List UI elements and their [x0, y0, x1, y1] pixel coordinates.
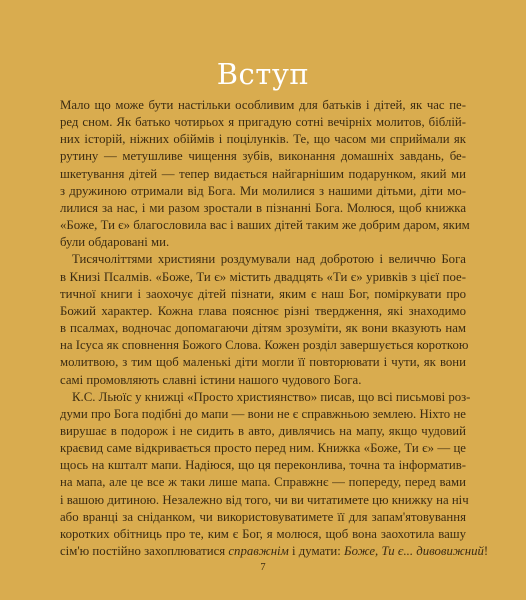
text-line: були обдаровані ми. [60, 235, 170, 250]
paragraph-3 [60, 389, 489, 561]
text-line: ред сном. Як батько чотирьох я пригадую сотні вечірніх молитов, біблій- [60, 115, 466, 130]
text-line: в псалмах, водночас допомагаючи дітям зрозуміти, як вони вказують нам [60, 321, 466, 336]
text-line: шкетування дітей — тепер видається найгарнішим подарунком, який ми [60, 166, 466, 181]
text-line: на Ісуса як сповнення Божого Слова. Кожен розділ завершується короткою [60, 338, 469, 353]
text-line: з дружиною отримали від Бога. Ми молилися з нашими дітьми, діти мо- [60, 183, 466, 198]
text-line: коротких обітниць про те, ким є Бог, я молюся, щоб вона заохотила вашу [60, 526, 466, 541]
text-line: вирушає в подорож і не сидить в авто, дивлячись на мапу, якщо чудовий [60, 423, 466, 438]
text-line: К.С. Льюїс у книжці «Просто християнство» писав, що всі письмові роз- [72, 389, 471, 404]
text-segment: і думати: [288, 544, 345, 559]
text-line: і вашою дитиною. Незалежно від того, чи ви читатимете цю книжку на ніч [60, 492, 469, 507]
text-line: або вранці за сніданком, чи використовуватимете її для запам'ятовування [60, 509, 466, 524]
text-line: краєвид саме відкривається просто перед ним. Книжка «Боже, Ти є» — це [60, 441, 466, 456]
text-line: них історій, ніжних обіймів і поцілунків. Те, що часом ми сприймали як [60, 132, 466, 147]
text-line: Мало що може бути настільки особливим для батьків і дітей, як час пе- [60, 98, 466, 112]
text-line: тичної книги і заохочує дітей пізнати, яким є наш Бог, поміркувати про [60, 286, 466, 301]
paragraph-1 [60, 97, 470, 251]
text-segment: сім'ю постійно захоплюватися [60, 544, 229, 559]
text-line: щось на кшталт мапи. Надіюся, що ця переконлива, точна та інформатив- [60, 458, 466, 473]
text-line: «Боже, Ти є» благословила вас і ваших дітей таким же добрим даром, яким [60, 218, 470, 233]
text-line: рутину — метушливе чищення зубів, виконання домашніх завдань, бе- [60, 149, 466, 164]
italic-text: справжнім [228, 544, 289, 559]
text-line: лилися за нас, і ми разом зростали в пізнанні Бога. Молюся, щоб книжка [60, 200, 466, 215]
page-number: 7 [260, 562, 266, 573]
page-body [60, 97, 489, 560]
text-line: в Книзі Псалмів. «Боже, Ти є» містить двадцять «Ти є» уривків з цієї пое- [60, 269, 466, 284]
page-title: Вступ [216, 57, 310, 91]
text-line-final [60, 543, 489, 560]
text-line: молитвою, з тим щоб маленькі діти могли її повторювати і чути, як вони [60, 355, 466, 370]
italic-text: Боже, Ти є... дивовижний [344, 544, 484, 559]
text-line: на мапа, але це все ж таки лише мапа. Справжнє — попереду, перед вами [60, 475, 466, 490]
text-line: самі промовляють славні істини нашого чудового Бога. [60, 372, 362, 387]
text-segment: ! [483, 544, 489, 559]
text-line: Тисячоліттями християни роздумували над добротою і величчю Бога [72, 252, 466, 267]
text-line: Божий характер. Кожна глава пояснює різні твердження, які знаходимо [60, 303, 466, 318]
paragraph-2 [60, 251, 469, 388]
text-line: думи про Бога подібні до мапи — вони не є справжньою землею. Ніхто не [60, 406, 466, 421]
